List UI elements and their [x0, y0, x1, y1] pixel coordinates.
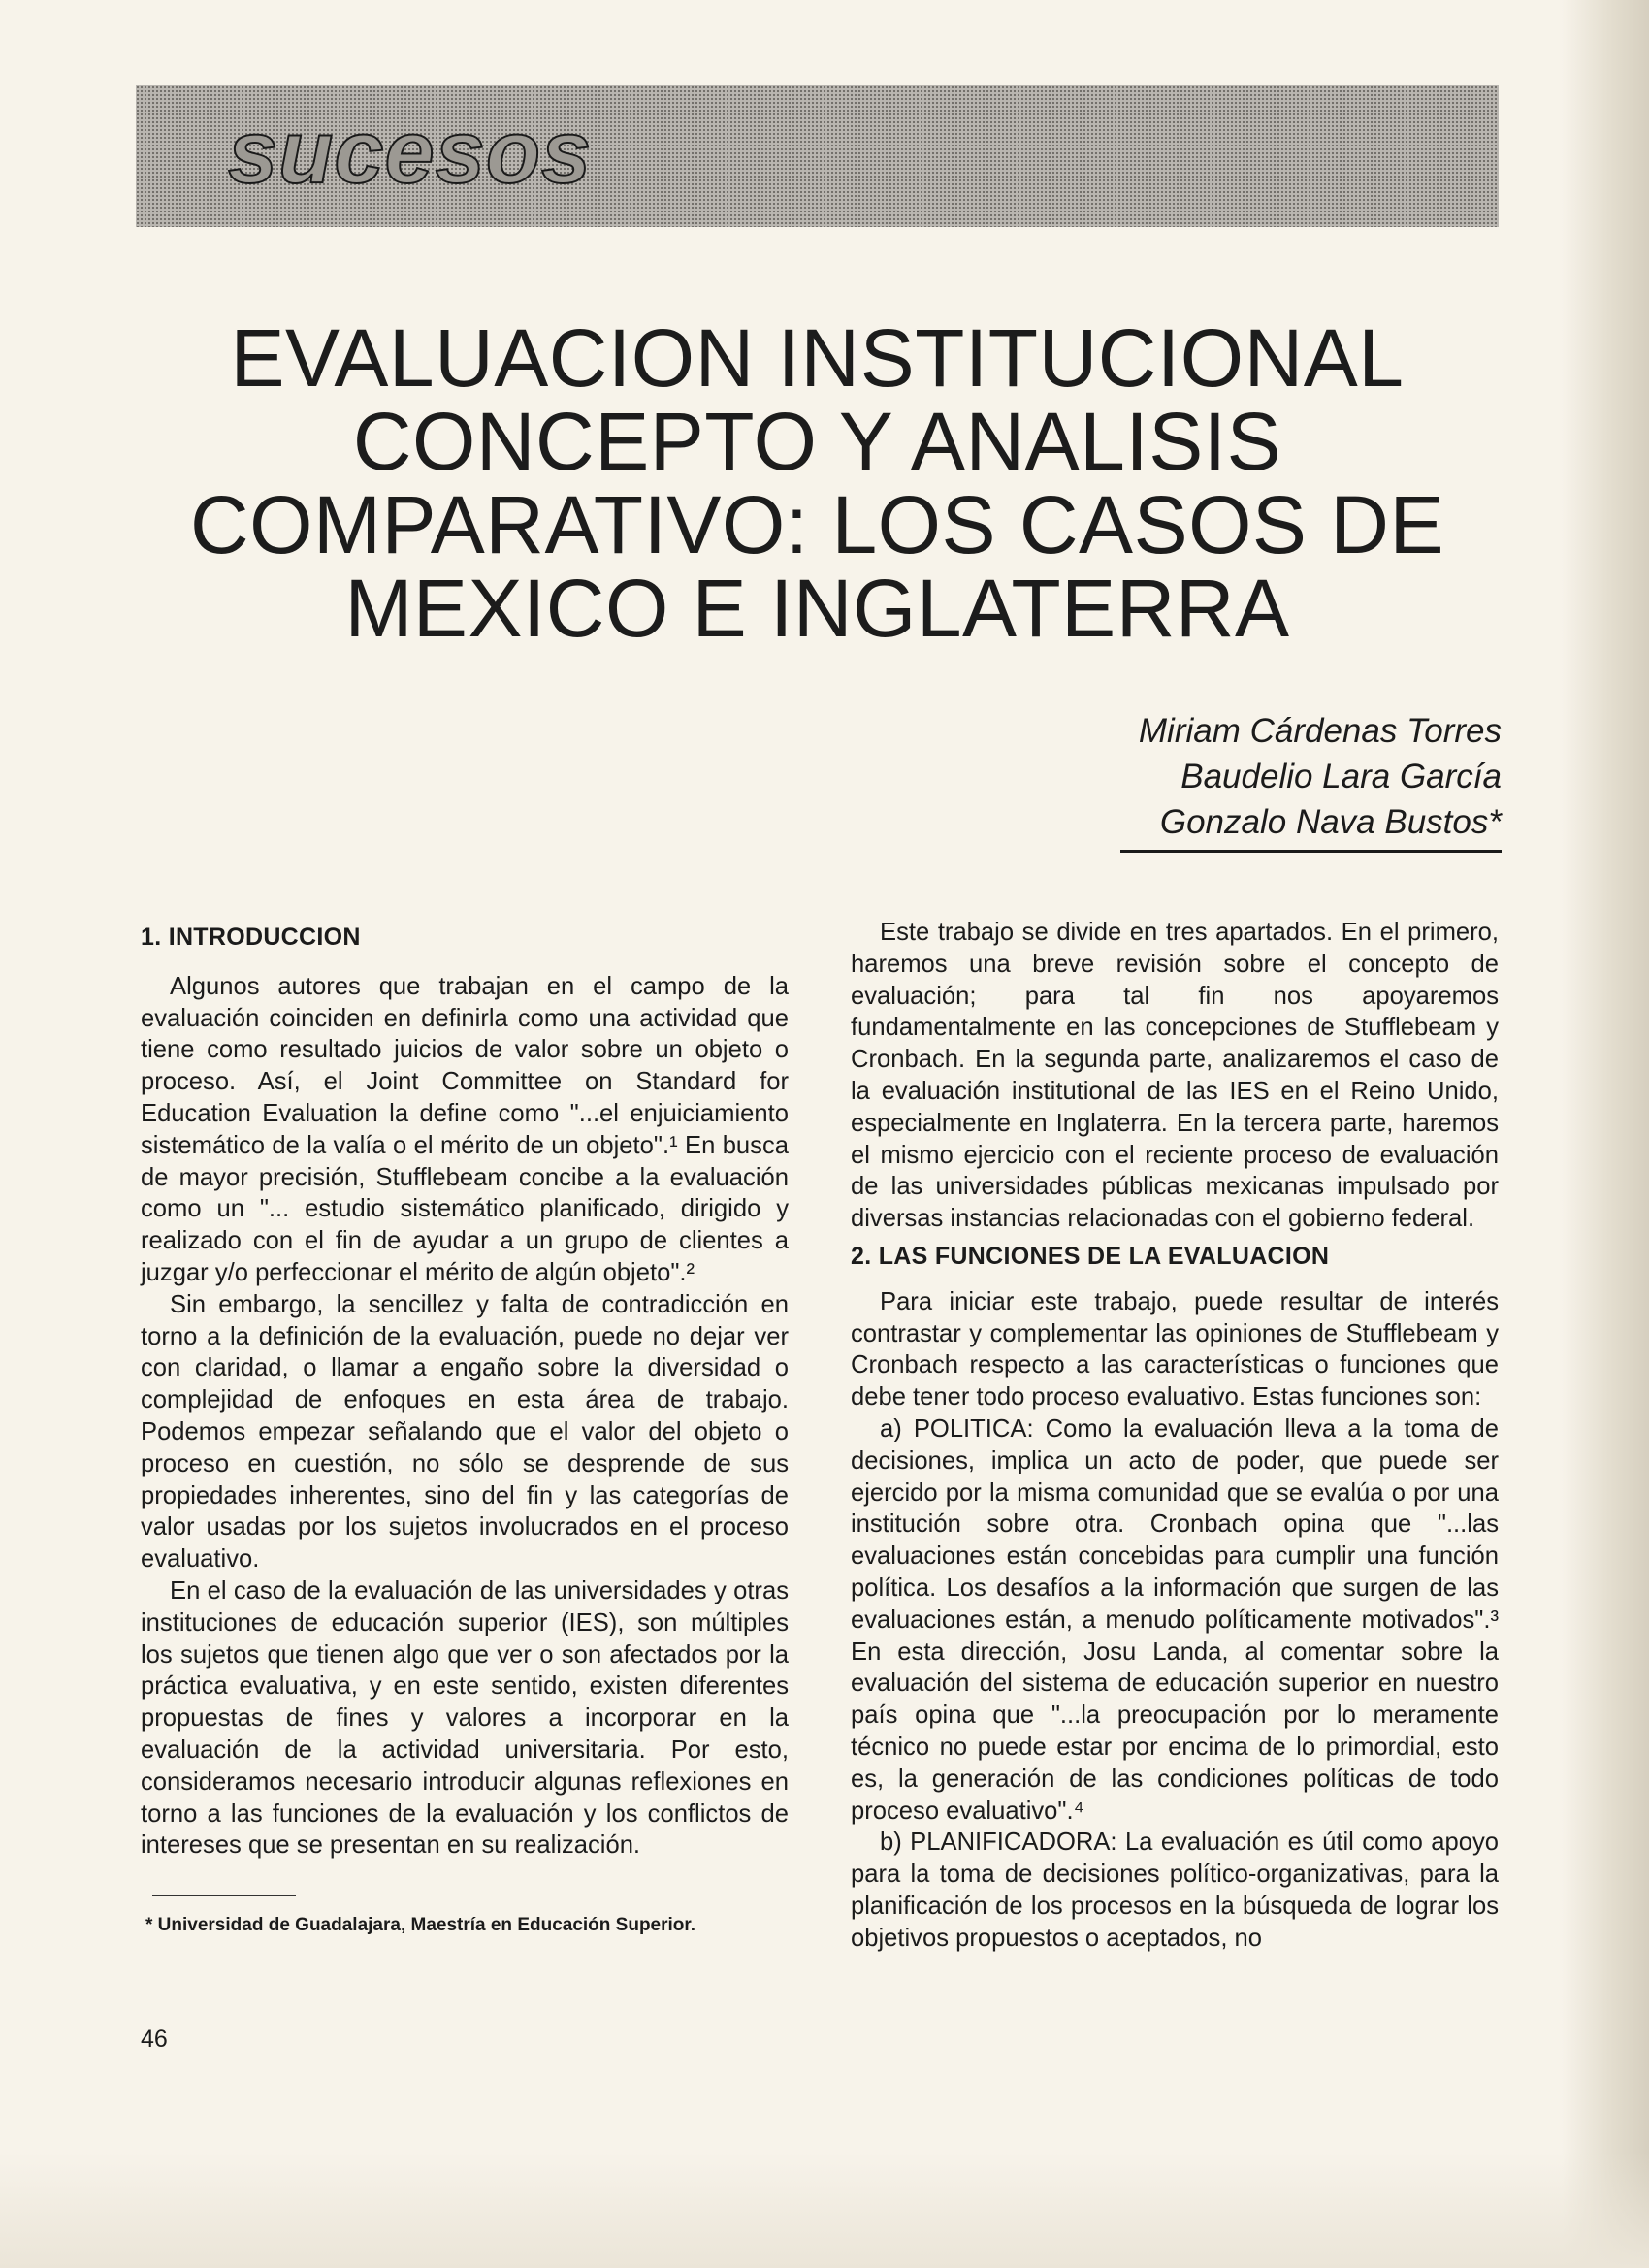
right-column	[851, 917, 1499, 1955]
left-column	[141, 922, 789, 1862]
page-bottom-shadow	[0, 2152, 1649, 2268]
body-paragraph: Sin embargo, la sencillez y falta de contradicción en torno a la definición de la evaluación, puede no dejar ver con claridad, o llamar a engaño sobre la diversidad o complejidad de enfoques en esta área de trabajo. Podemos empezar señalando que el valor del objeto o proceso en cuestión, no sólo se desprende de sus propiedades inherentes, sino del fin y las categorías de valor usadas por los sujetos involucrados en el proceso evaluativo.	[141, 1290, 789, 1573]
body-paragraph: En el caso de la evaluación de las universidades y otras instituciones de educación superior (IES), son múltiples los sujetos que tienen algo que ver o son afectados por la práctica evaluativa, y en este sentido, existen diferentes propuestas de fines y valores a incorporar en la evaluación de la actividad universitaria. Por esto, consideramos necesario introducir algunas reflexiones en torno a las funciones de la evaluación y los conflictos de intereses que se presentan en su realización.	[141, 1576, 789, 1860]
author-divider	[1120, 850, 1502, 853]
body-paragraph: Este trabajo se divide en tres apartados. En el primero, haremos una breve revisión sobre el concepto de evaluación; para tal fin nos apoyaremos fundamentalmente en las concepciones de Stufflebeam y Cronbach. En la segunda parte, analizaremos el caso de la evaluación institutional de las IES en el Reino Unido, especialmente en Inglaterra. En la tercera parte, haremos el mismo ejercicio con el reciente proceso de evaluación de las universidades públicas mexicanas impulsado por diversas instancias relacionadas con el gobierno federal.	[851, 919, 1499, 1233]
title-line: COMPARATIVO: LOS CASOS DE	[190, 479, 1444, 570]
body-paragraph: a) POLITICA: Como la evaluación lleva a la toma de decisiones, implica un acto de poder, que puede ser ejercido por la misma comunidad que se evalúa o por una institución sobre otra. Cronbach opina que "...las evaluaciones están concebidas para cumplir una función política. Los desafíos a la información que surgen de las evaluaciones están, a menudo políticamente motivados".³ En esta dirección, Josu Landa, al comentar sobre la evaluación del sistema de educación superior en nuestro país opina que "...la preocupación por lo meramente técnico no puede estar por encima de lo primordial, esto es, la generación de las condiciones políticas de todo proceso evaluativo".⁴	[851, 1414, 1499, 1825]
author-list	[997, 708, 1502, 845]
section-label: sucesos	[228, 103, 593, 202]
author-name: Gonzalo Nava Bustos*	[1159, 803, 1502, 841]
title-line: EVALUACION INSTITUCIONAL	[230, 312, 1405, 404]
title-line: CONCEPTO Y ANALISIS	[352, 396, 1282, 487]
body-paragraph: Para iniciar este trabajo, puede resultar de interés contrastar y complementar las opiniones de Stufflebeam y Cronbach respecto a las características o funciones que debe tener todo proceso evaluativo. Estas funciones son:	[851, 1287, 1499, 1411]
section-banner	[136, 85, 1499, 227]
section-heading: 2. LAS FUNCIONES DE LA EVALUACION	[851, 1242, 1330, 1270]
title-line: MEXICO E INGLATERRA	[344, 563, 1290, 654]
body-paragraph: Algunos autores que trabajan en el campo de la evaluación coinciden en definirla como una actividad que tiene como resultado juicios de valor sobre un objeto o proceso. Así, el Joint Committee on Standard for Education Evaluation la define como "...el enjuiciamiento sistemático de la valía o el mérito de un objeto".¹ En busca de mayor precisión, Stufflebeam concibe a la evaluación como un "... estudio sistemático planificado, dirigido y realizado con el fin de ayudar a un grupo de clientes a juzgar y/o perfeccionar el mérito de algún objeto".²	[141, 972, 789, 1286]
author-name: Baudelio Lara García	[1180, 758, 1502, 795]
section-heading: 1. INTRODUCCION	[141, 923, 361, 951]
body-paragraph: b) PLANIFICADORA: La evaluación es útil como apoyo para la toma de decisiones político-organizativas, para la planificación de los procesos en la búsqueda de lograr los objetivos propuestos o aceptados, no	[851, 1829, 1499, 1952]
footnote-divider	[152, 1895, 296, 1896]
author-name: Miriam Cárdenas Torres	[1138, 712, 1502, 750]
article-title	[126, 312, 1508, 654]
page-edge-shadow	[1562, 0, 1649, 2268]
footnote: * Universidad de Guadalajara, Maestría en Educación Superior.	[146, 1915, 696, 1935]
page-number: 46	[141, 2025, 168, 2053]
